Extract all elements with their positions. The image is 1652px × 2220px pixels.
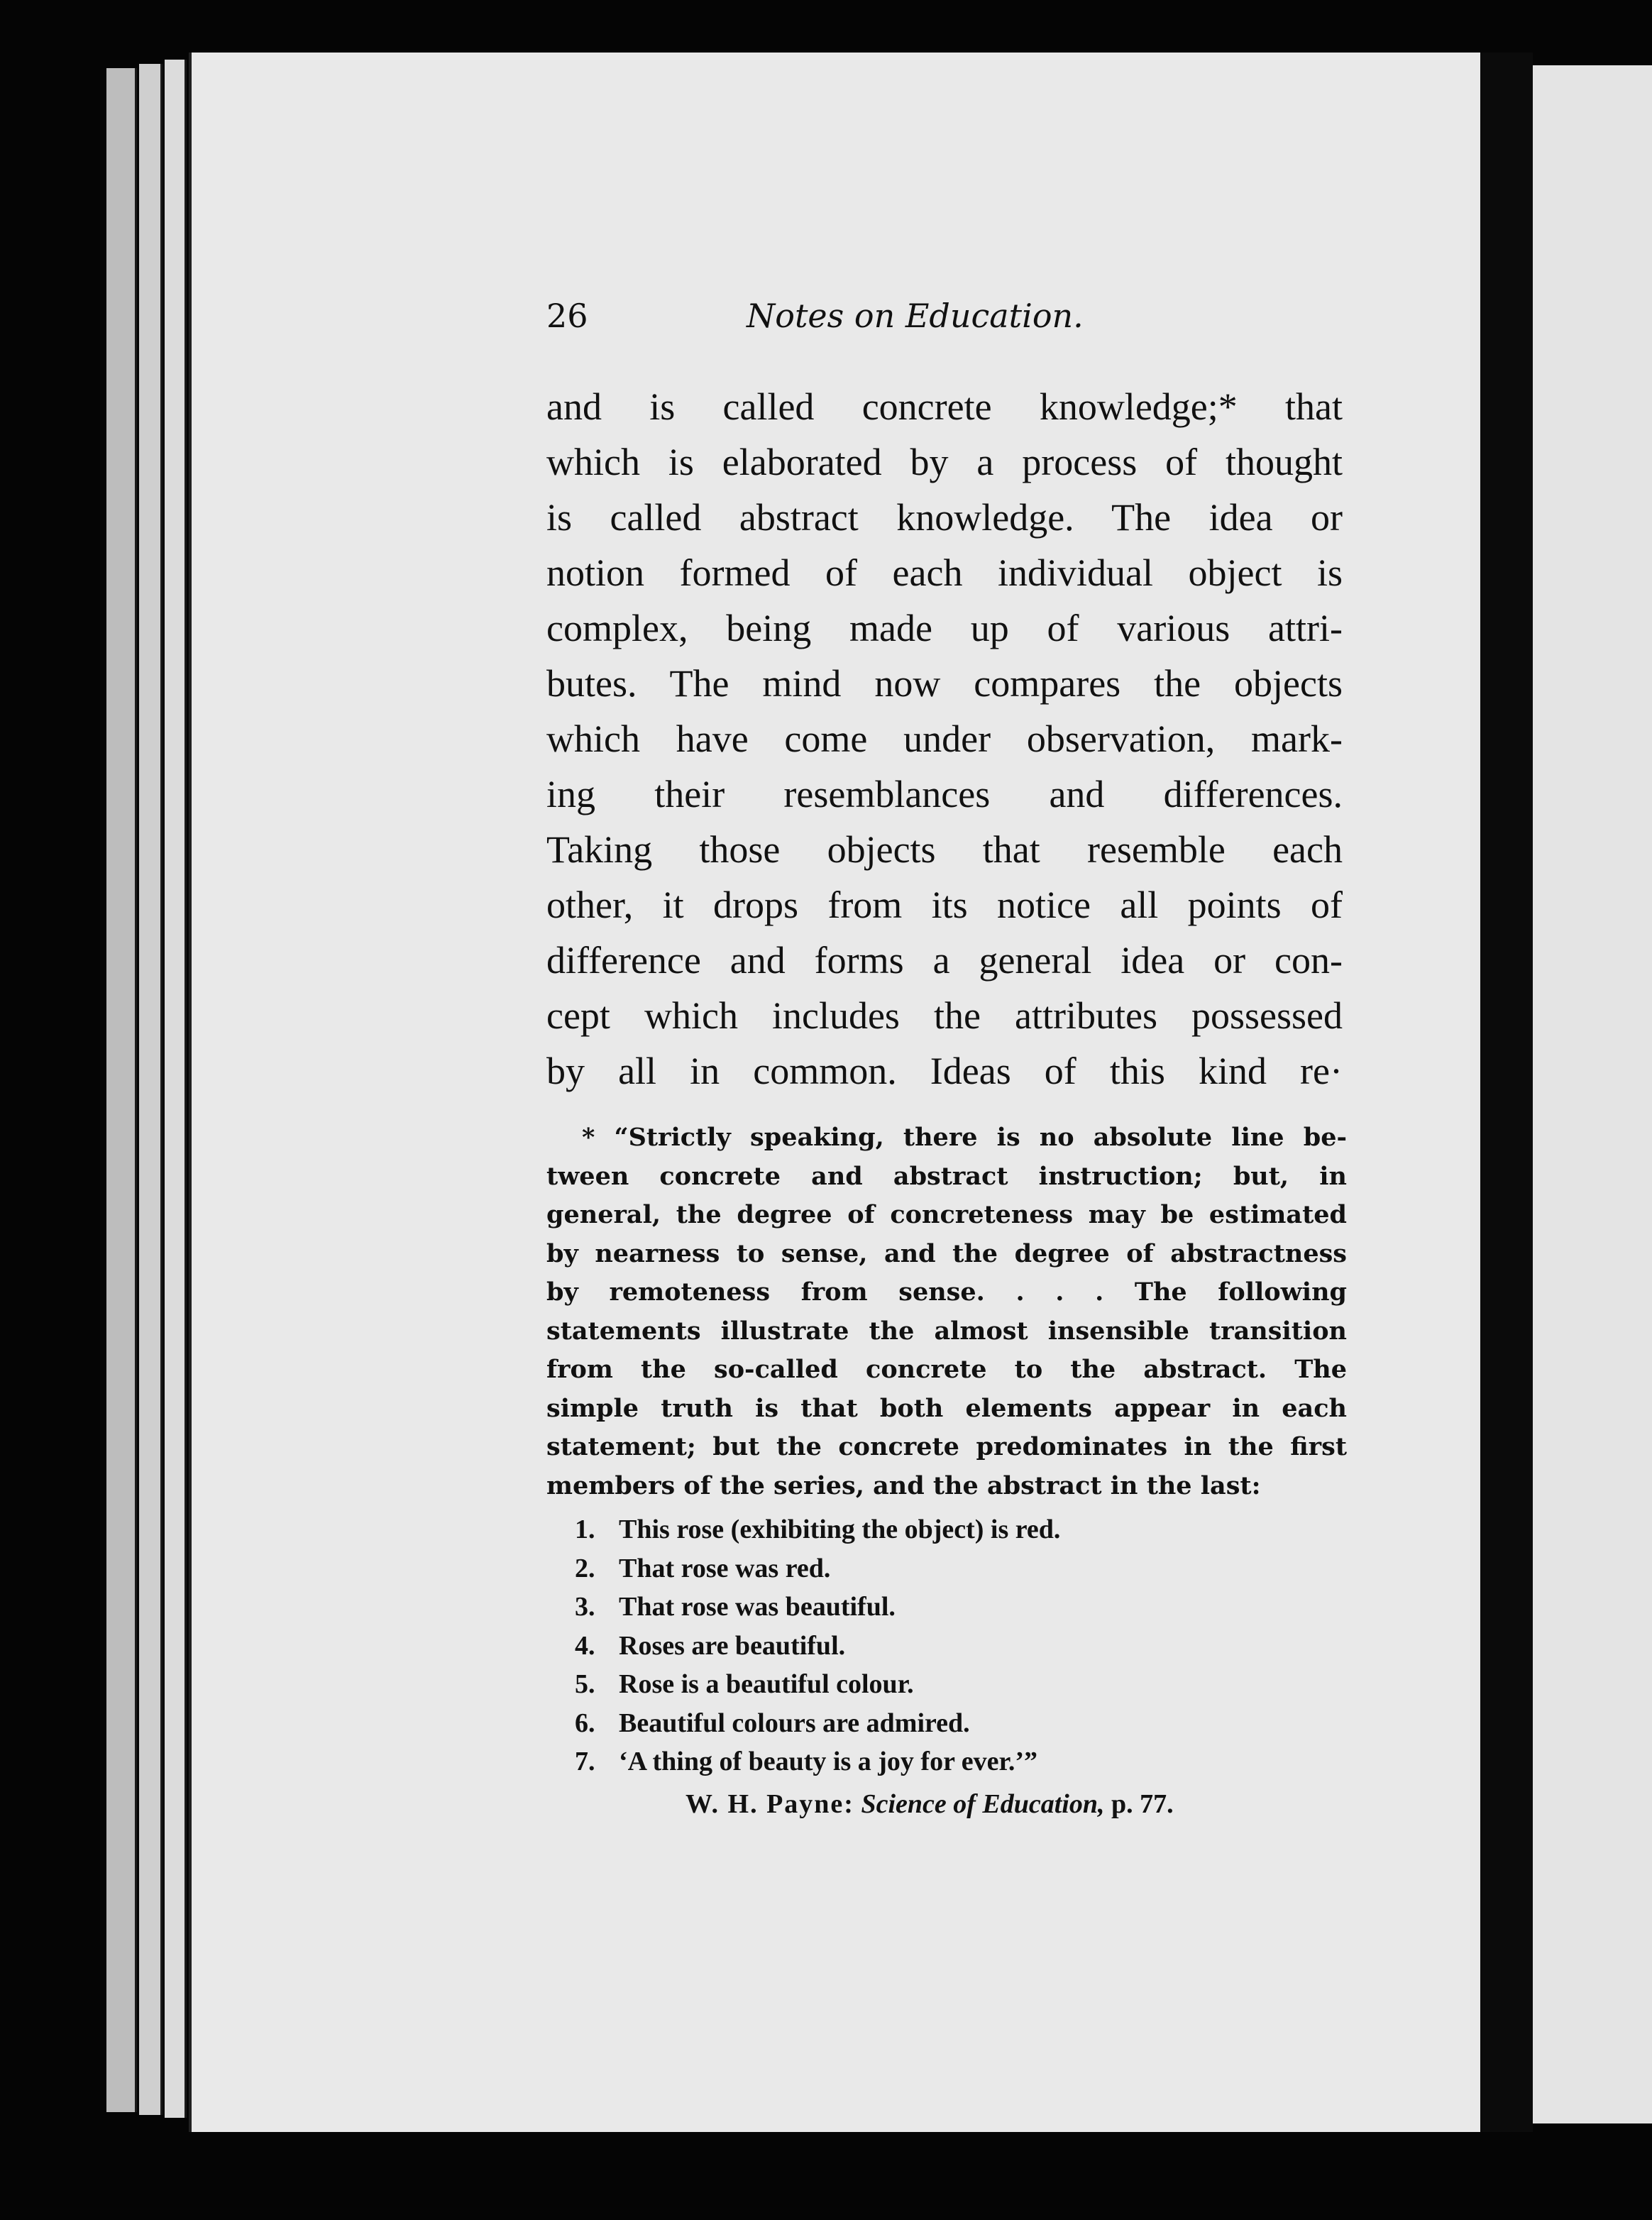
facing-page-edge [1533, 65, 1652, 2123]
body-line: butes. The mind now compares the objects [546, 662, 1343, 705]
list-item-number: 5. [575, 1669, 595, 1699]
list-item-text: Rose is a beautiful colour. [619, 1669, 914, 1699]
attribution-page: p. 77. [1111, 1789, 1174, 1819]
numbered-list [575, 1510, 1284, 1781]
body-text [546, 379, 1343, 1099]
list-item-number: 7. [575, 1747, 595, 1776]
body-line: complex, being made up of various attri- [546, 607, 1343, 649]
footnote [546, 1119, 1347, 1505]
footnote-line: simple truth is that both elements appear in each [546, 1393, 1347, 1423]
list-item-text: Beautiful colours are admired. [619, 1708, 970, 1738]
list-item-text: Roses are beautiful. [619, 1630, 846, 1661]
body-line: other, it drops from its notice all points of [546, 884, 1343, 926]
list-item-number: 6. [575, 1708, 595, 1738]
list-item-number: 2. [575, 1553, 595, 1583]
list-item-number: 1. [575, 1515, 595, 1544]
list-item-text: That rose was beautiful. [619, 1592, 896, 1622]
page-header [546, 297, 1144, 346]
page-edge [165, 60, 187, 2118]
body-line: and is called concrete knowledge;* that [546, 385, 1343, 428]
list-item [575, 1627, 1284, 1666]
body-line: notion formed of each individual object is [546, 551, 1343, 594]
footnote-line: statements illustrate the almost insensible transition [546, 1316, 1347, 1346]
list-item [575, 1510, 1284, 1549]
page-number: 26 [546, 297, 588, 335]
footnote-line: from the so-called concrete to the abstract. The [546, 1355, 1347, 1384]
body-line: ing their resemblances and differences. [546, 773, 1343, 815]
footnote-line: by nearness to sense, and the degree of abstractness [546, 1238, 1347, 1268]
body-line: is called abstract knowledge. The idea or [546, 496, 1343, 539]
footnote-line: members of the series, and the abstract in the last: [546, 1471, 1261, 1500]
attribution-work: Science of Education, [861, 1789, 1105, 1819]
list-item-text: This rose (exhibiting the object) is red. [619, 1515, 1061, 1544]
list-item-text: That rose was red. [619, 1553, 831, 1583]
list-item-text: ‘A thing of beauty is a joy for ever.’” [619, 1747, 1038, 1776]
body-line: cept which includes the attributes possessed [546, 994, 1343, 1037]
list-item [575, 1742, 1284, 1781]
gutter-shadow [1480, 53, 1533, 2132]
body-line: by all in common. Ideas of this kind re· [546, 1050, 1343, 1092]
page-edge [139, 64, 163, 2115]
body-line: which have come under observation, mark- [546, 718, 1343, 760]
list-item [575, 1549, 1284, 1588]
list-item [575, 1588, 1284, 1627]
body-line: difference and forms a general idea or con- [546, 939, 1343, 982]
footnote-line: tween concrete and abstract instruction; but, in [546, 1161, 1347, 1191]
footnote-line: by remoteness from sense. . . . The following [546, 1277, 1347, 1307]
list-item-number: 3. [575, 1592, 595, 1622]
body-line: Taking those objects that resemble each [546, 828, 1343, 871]
list-item [575, 1704, 1284, 1743]
list-item-number: 4. [575, 1630, 595, 1661]
footnote-line: * “Strictly speaking, there is no absolute line be- [582, 1123, 1347, 1152]
body-line: which is elaborated by a process of thought [546, 441, 1343, 483]
list-item [575, 1665, 1284, 1704]
attribution [685, 1788, 1324, 1820]
footnote-line: general, the degree of concreteness may be estimated [546, 1200, 1347, 1229]
page-edge [106, 68, 137, 2112]
attribution-author: W. H. Payne: [685, 1789, 854, 1819]
running-title: Notes on Education. [747, 297, 1084, 335]
footnote-line: statement; but the concrete predominates in the first [546, 1432, 1347, 1461]
